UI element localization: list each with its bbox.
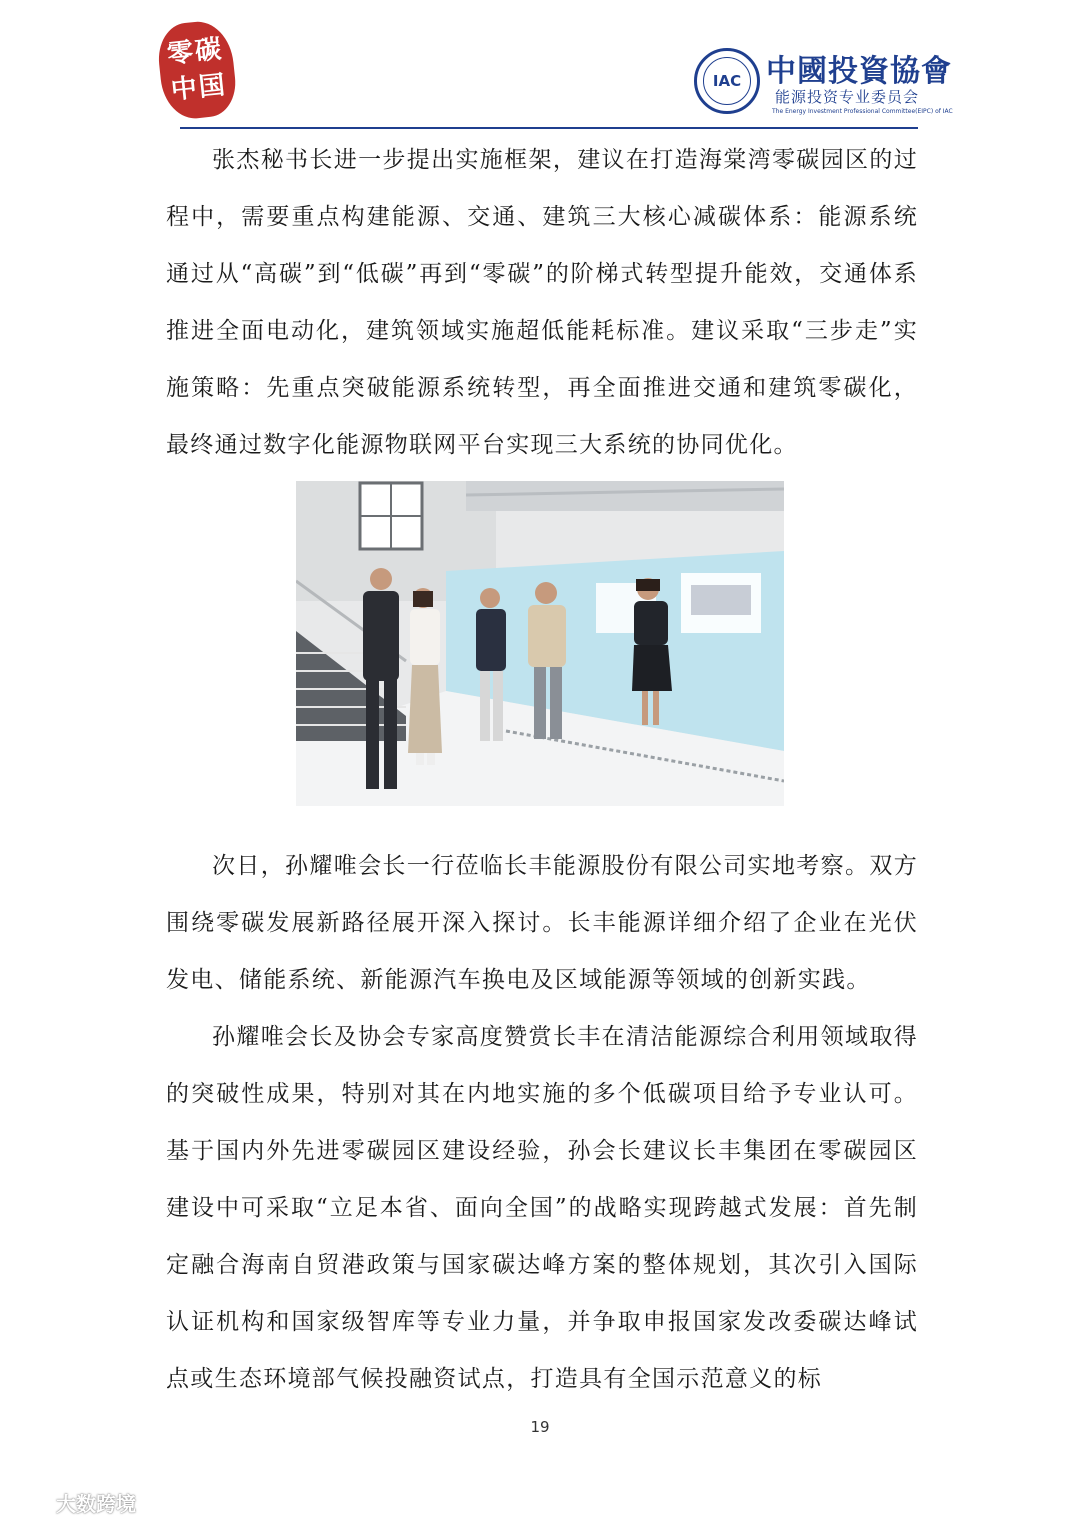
visit-photo <box>296 481 784 806</box>
zero-carbon-china-seal-logo <box>155 18 239 121</box>
org-subtitle: 能源投资专业委员会 <box>775 88 920 106</box>
iac-emblem-logo <box>694 48 760 114</box>
watermark <box>8 1488 136 1517</box>
seal-line-1: 零碳 <box>165 34 225 70</box>
page-header <box>0 0 1080 135</box>
iac-emblem-text: IAC <box>703 57 751 105</box>
body-paragraph-2: 次日，孙耀唯会长一行莅临长丰能源股份有限公司实地考察。双方围绕零碳发展新路径展开深入探讨。长丰能源详细介绍了企业在光伏发电、储能系统、新能源汽车换电及区域能源等领域的创新实践。 <box>166 853 918 993</box>
body-paragraph-1: 张杰秘书长进一步提出实施框架，建议在打造海棠湾零碳园区的过程中，需要重点构建能源、交通、建筑三大核心减碳体系：能源系统通过从“高碳”到“低碳”再到“零碳”的阶梯式转型提升能效，交通体系推进全面电动化，建筑领域实施超低能耗标准。建议采取“三步走”实施策略：先重点突破能源系统转型，再全面推进交通和建筑零碳化，最终通过数字化能源物联网平台实现三大系统的协同优化。 <box>166 147 918 458</box>
header-divider <box>180 127 918 129</box>
watermark-logo-icon <box>8 1492 50 1514</box>
org-name: 中國投資協會 <box>766 54 952 89</box>
visit-photo-illustration <box>296 481 784 806</box>
body-paragraph-3: 孙耀唯会长及协会专家高度赞赏长丰在清洁能源综合利用领域取得的突破性成果，特别对其在内地实施的多个低碳项目给予专业认可。基于国内外先进零碳园区建设经验，孙会长建议长丰集团在零碳园区建设中可采取“立足本省、面向全国”的战略实现跨越式发展：首先制定融合海南自贸港政策与国家碳达峰方案的整体规划，其次引入国际认证机构和国家级智库等专业力量，并争取申报国家发改委碳达峰试点或生态环境部气候投融资试点，打造具有全国示范意义的标 <box>166 1024 918 1392</box>
watermark-text: 大数跨境 <box>56 1492 136 1516</box>
seal-line-2: 中国 <box>169 70 229 106</box>
org-english-name: The Energy Investment Professional Committee(EIPC) of IAC <box>772 108 953 115</box>
page-number: 19 <box>530 1418 550 1436</box>
